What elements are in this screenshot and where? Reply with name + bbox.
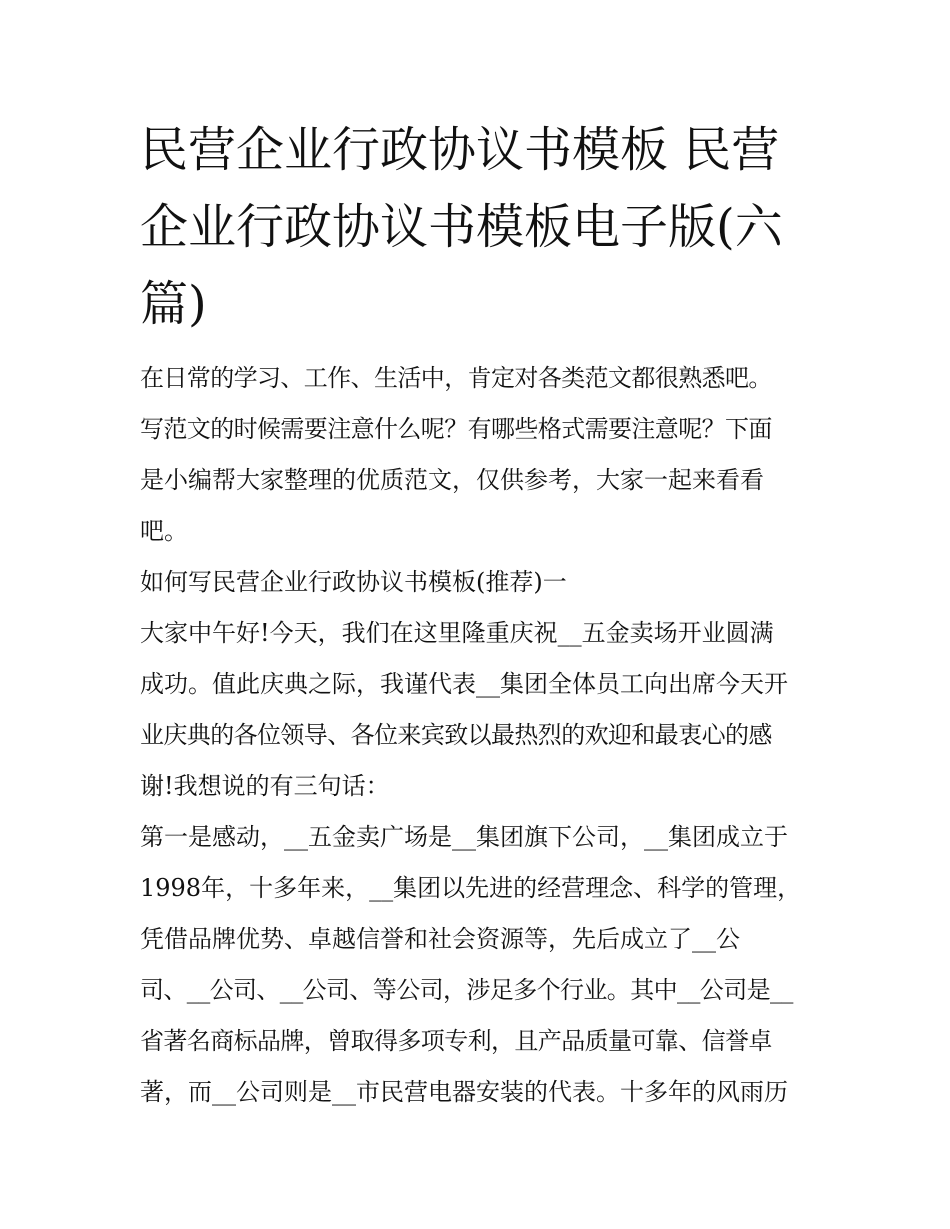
body-line: 是小编帮大家整理的优质范文，仅供参考，大家一起来看看 (140, 466, 764, 494)
body-line: 写范文的时候需要注意什么呢？有哪些格式需要注意呢？下面 (140, 415, 772, 443)
body-line: 成功。值此庆典之际，我谨代表__集团全体员工向出席今天开 (140, 670, 788, 698)
title-line: 民营企业行政协议书模板 民营 (140, 122, 780, 178)
body-line: 第一是感动，__五金卖广场是__集团旗下公司，__集团成立于 (140, 823, 788, 851)
body-line: 省著名商标品牌，曾取得多项专利，且产品质量可靠、信誉卓 (140, 1027, 772, 1055)
body-line: 司、__公司、__公司、等公司，涉足多个行业。其中__公司是__ (140, 976, 793, 1004)
title-line: 企业行政协议书模板电子版(六 (140, 199, 783, 255)
body-line: 业庆典的各位领导、各位来宾致以最热烈的欢迎和最衷心的感 (140, 721, 772, 749)
body-line: 著，而__公司则是__市民营电器安装的代表。十多年的风雨历 (140, 1078, 788, 1106)
body-line: 大家中午好!今天，我们在这里隆重庆祝__五金卖场开业圆满 (140, 619, 774, 647)
title-line: 篇) (140, 276, 207, 332)
body-line: 吧。 (140, 517, 188, 545)
document-page (140, 112, 820, 1118)
section-heading: 如何写民营企业行政协议书模板(推荐)一 (140, 568, 567, 596)
document-title (140, 112, 820, 343)
body-line: 谢!我想说的有三句话： (140, 772, 390, 800)
body-line: 凭借品牌优势、卓越信誉和社会资源等，先后成立了__公 (140, 925, 740, 953)
body-line: 在日常的学习、工作、生活中，肯定对各类范文都很熟悉吧。 (140, 364, 772, 392)
document-body (140, 353, 820, 1118)
body-line: 1998年，十多年来，__集团以先进的经营理念、科学的管理， (140, 874, 802, 902)
